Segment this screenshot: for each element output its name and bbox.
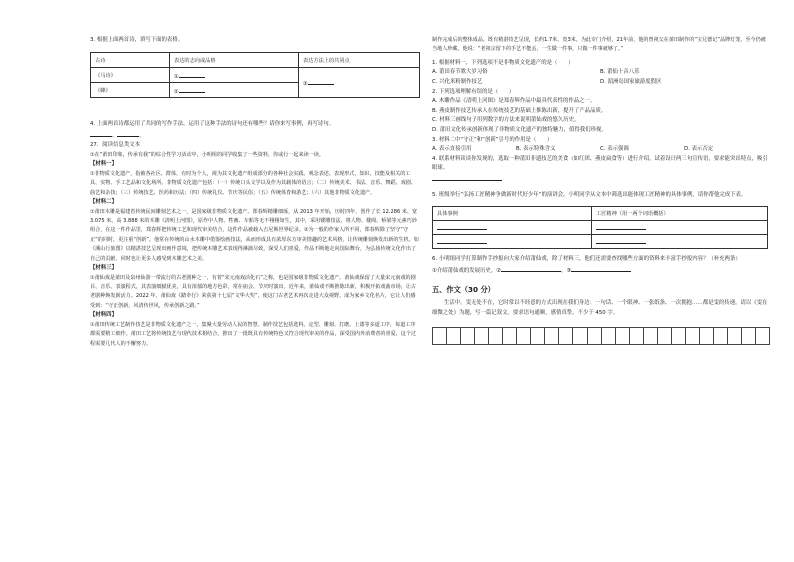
right-question-6: 6. 小明组同学打算制作手抄报向大家介绍莆仙戏，除了材料三，他们还需要查找哪些方面的资料来丰富手抄报内容？（补充两条） (432, 256, 741, 263)
intro-paragraph: ①在“莆田印象，传承有我”的综合性学习活动中，小明组的同学收集了一些资料，你或行一起来读一读。 (90, 151, 324, 158)
craftsman-table-example-1[interactable] (433, 221, 592, 235)
question-4: 4. 上面两首诗都运用了共同的写作手法，运用了这种手法的诗句还有哪些？请你来写事例，再写诗句。 (90, 121, 335, 127)
craftsman-table-header-example: 具体事例 (433, 207, 592, 221)
craftsman-table-header-spirit: 工匠精神（用一两个词语概括） (592, 207, 768, 221)
craftsman-table (432, 206, 768, 249)
q2-option-c[interactable]: C. 材料三画线句子用列数字的方法来说明莆仙戏的悠久历史。 (432, 117, 580, 124)
material-4-continued: 制作完成后的整体成品，既有精湛技艺呈现，长约1.7米，宽3米。为此专门介绍，21年前，他的曾祖父在莆田制作的“宝兄德记”品牌灯笼，至今仍被当地人珍藏，他说：“老祖宗留下的手艺不能丢，一生做一件事，只做一件事就够了。” (432, 37, 766, 53)
right-question-1-options-row2 (432, 78, 768, 88)
material-2-title: 【材料二】 (90, 199, 117, 205)
material-4-title: 【材料四】 (90, 312, 117, 319)
q2-option-a[interactable]: A. 木雕作品《清明上河图》是郑春辉作品中最具代表性的作品之一。 (432, 98, 596, 105)
option-d[interactable]: D. 湄洲岛国家旅游度假区 (600, 79, 662, 85)
essay-prompt: 生活中，雯无处不在，它时常以不经意的方式出现在我们身边：一句话、一个眼神、一张纸条、一次拥抱……都是雯的传递。请以《雯在细微之处》为题，写一篇记叙文。要求语句通顺，感情真挚，不少于 450 字。 (432, 300, 768, 316)
right-question-3-options (432, 145, 768, 155)
material-2-text: ①莆田木雕是福建省传统民间雕刻艺术之一，是国家级非物质文化遗产。郑春辉精雕细琢，从 2013 年开始，历时四年，创作了长 12.286 米、宽 3.075 米、高 3.888 米的木雕《清明上河图》，原作中人物、牲畜、车船等无不栩栩如生，其中，采用镂雕技法，将人物、楼阁、桥梁等元素巧妙组合，在这一件作品里，郑春辉把传统工艺和现代审美结合，这件作品被载入吉尼斯世界纪录。②为一般的作家人所不同，郑春辉除了坚守“守正”的同时，更注重“创新”。他常在传统的山水木雕中借鉴绘画技法，从而形成具有浓厚东方审美情趣的艺术风格，让传统雕刻焕发出新的生机。如《溪山行旅图》以精湛技艺呈现出画作意境，把传统木雕艺术表现得淋漓尽致，深受人们喜爱，作品不断地走向国际舞台，为弘扬传统文化作出了自己的贡献，同时也让更多人感受到木雕艺术之美。 (90, 208, 419, 262)
right-column (432, 36, 768, 345)
craftsman-table-spirit-2[interactable] (592, 235, 768, 249)
right-question-1: 1. 根据材料一，下列选项不是非物质文化遗产的是（ ） (432, 59, 574, 66)
q3-option-c[interactable]: C. 表示强调 (600, 146, 629, 153)
material-1-title: 【材料一】 (90, 161, 117, 168)
right-question-2: 2. 下列选项理解有误的是（ ） (432, 88, 515, 95)
poem-table-answer-3[interactable]: ③ (299, 68, 420, 98)
material-3-title: 【材料三】 (90, 265, 117, 272)
poem-table-answer-2[interactable]: ② (170, 83, 299, 98)
craftsman-table-spirit-1[interactable] (592, 221, 768, 235)
option-b[interactable]: B. 莆仙十音八乐 (600, 69, 640, 76)
option-a[interactable]: A. 莆田春节歌大岁习俗 (432, 69, 488, 76)
material-1-text: ①非物质文化遗产，指被各社区、群体，有时为个人，视为其文化遗产组成部分的各种社会实践、观念表述、表现形式、知识、技能及相关的工具、实物、手工艺品和文化场所。非物质文化遗产包括：（一）传统口头文学以及作为其载体的语言；（二）传统美术、书法、音乐、舞蹈、戏剧、曲艺和杂技；（三）传统技艺、医药和历法；（四）传统礼仪、节庆等民俗；（五）传统体育和游艺；（六）其他非物质文化遗产。 (90, 170, 416, 196)
poem-table-header-commonality: 表达方法上的共同点 (299, 53, 420, 68)
q3-option-d[interactable]: D. 表示否定 (684, 146, 714, 153)
poem-table-answer-1[interactable]: ① (170, 68, 299, 83)
right-question-5: 5. 班级举行“弘扬工匠精神争做新时代好少年”的演讲会，小明同学从文本中筛选出能体现工匠精神的具体事例，请你帮他完成下表。 (432, 191, 747, 198)
question-4-answer-line[interactable]: 、 。 (90, 130, 420, 142)
q3-option-a[interactable]: A. 表示直接引用 (432, 146, 472, 153)
poem-table-header-aspiration: 表达的志向或品格 (170, 53, 299, 68)
left-column (90, 36, 420, 46)
essay-writing-grid[interactable] (432, 327, 770, 345)
option-c[interactable]: C. 兴化米粉制作技艺 (432, 79, 483, 85)
q6-answer-line[interactable]: ①介绍莆仙戏的发展历史。② 。③ (432, 265, 768, 277)
right-question-3: 3. 材料二中“守正”和“创新”引号的作用是（ ） (432, 136, 553, 143)
section-5-heading: 五、作文（30 分） (432, 285, 495, 295)
q2-option-b[interactable]: B. 燕皮制作技艺传承人在传统技艺的基础上推陈出新，提升了产品品质。 (432, 107, 607, 114)
craftsman-table-example-2[interactable] (433, 235, 592, 249)
q3-option-b[interactable]: B. 表示特殊含义 (516, 146, 556, 153)
material-3-text: ①莆仙戏是莆田及泉州仙游一带流行的古老剧种之一，有着“宋元南戏活化石”之称，也是国家级非物质文化遗产。莆仙戏保留了大量宋元南戏的剧目、音乐、表演程式，其表演细腻优美，具有浓郁的地方色彩，常在庙会、节庆时演出。近年来，莆仙戏不断推陈出新，积极开拓戏曲市场，让古老剧种焕发新活力。2022 年，莆仙戏《踏伞行》荣获第十七届“文华大奖”，使这门古老艺术再次走进大众视野。成为家乡文化名片，它让人们感受到：“守正创新，风清传世风，传承创新之路。” (90, 274, 417, 309)
poem-table-cell-ma: 《马诗》 (91, 68, 170, 83)
question-3-title: 3. 根据上面两首诗，填写下面的表格。 (90, 37, 184, 43)
q2-option-d[interactable]: D. 莆田文化传承创新体现了非物质文化遗产的独特魅力，值得我们珍视。 (432, 126, 607, 133)
right-question-4: 4. 联系材料谈谈你发现的，选取一种莆田非遗技艺的美食（如红团、燕皮扁食等）进行介绍，试着设计两三句宣传语，要求能突出特点，吸引眼球。 (432, 155, 768, 172)
right-question-1-options-row1 (432, 68, 768, 78)
poem-table (90, 52, 420, 98)
material-4-text: ①莆田传统工艺制作技艺是非物质文化遗产之一，集聚大量劳动人民的智慧。制作技艺包括选料、定型、雕刻、打磨、上漆等多道工序，每道工序都需要精工细作。莆田工艺将传统技艺与现代技术相结合，推出了一批既具有传统特色又符合现代审美的作品，深受国内外消费者的喜爱，这个过程需要几代人的不懈努力。 (90, 321, 417, 347)
q4-answer-line[interactable] (432, 174, 768, 186)
poem-table-header-poem: 古诗 (91, 53, 170, 68)
poem-table-cell-feng: 《蜂》 (91, 83, 170, 98)
left-column-body (90, 120, 420, 349)
question-27-title: 27．阅读信息类文本 (90, 142, 140, 149)
